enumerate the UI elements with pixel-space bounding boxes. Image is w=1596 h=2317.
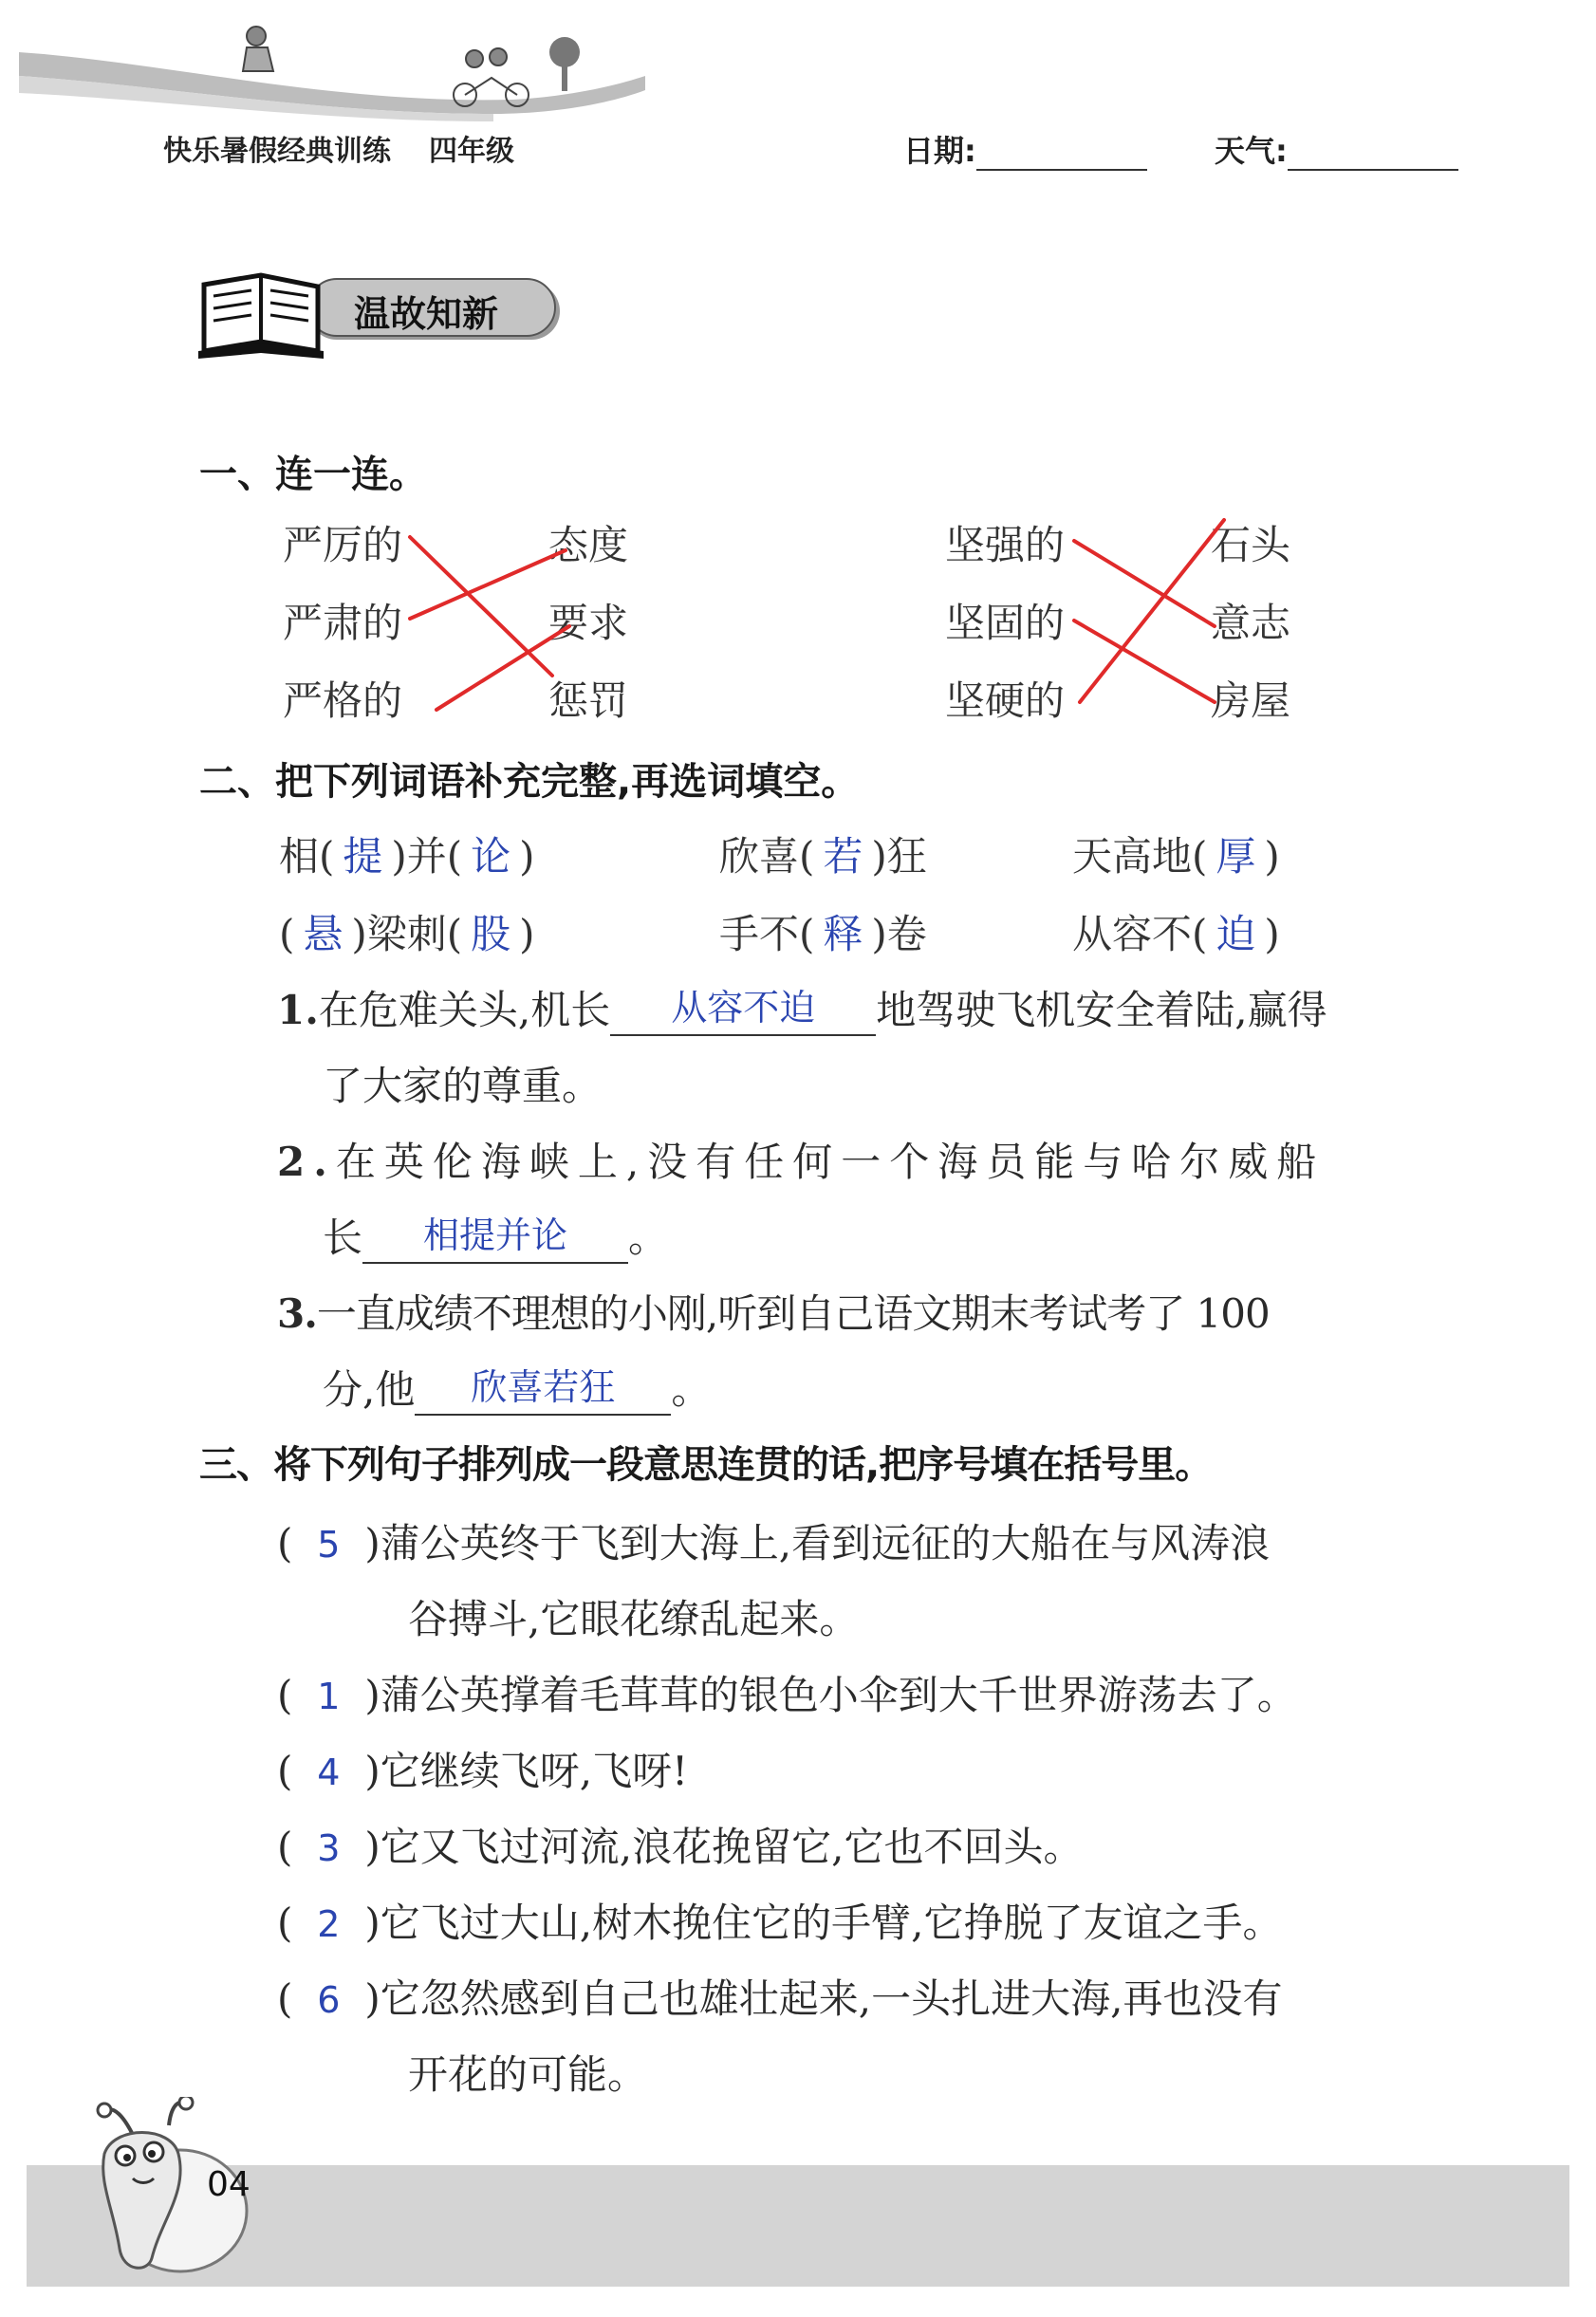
order-item: ( 6 )它忽然感到自己也雄壮起来,一头扎进大海,再也没有	[277, 1975, 1283, 2022]
match-word: 严肃的	[283, 600, 403, 646]
order-item: ( 3 )它又飞过河流,浪花挽留它,它也不回头。	[277, 1824, 1084, 1870]
book-title: 快乐暑假经典训练 四年级	[163, 135, 514, 168]
order-item: ( 1 )蒲公英撑着毛茸茸的银色小伞到大千世界游荡去了。	[277, 1672, 1297, 1718]
idiom-fill: 天高地( 厚 )	[1072, 833, 1280, 880]
question-2: 2.在英伦海峡上,没有任何一个海员能与哈尔威船	[277, 1139, 1326, 1185]
match-word: 坚固的	[945, 600, 1066, 646]
match-word: 态度	[548, 522, 629, 568]
match-word: 要求	[548, 600, 629, 646]
match-line	[410, 537, 552, 676]
question-1: 1.在危难关头,机长 从容不迫 地驾驶飞机安全着陆,赢得	[277, 979, 1327, 1036]
page-number: 04	[207, 2165, 251, 2204]
match-word: 坚强的	[945, 522, 1066, 568]
question-1-line2: 了大家的尊重。	[323, 1063, 603, 1109]
match-lines	[0, 0, 1596, 854]
order-item: ( 4 )它继续飞呀,飞呀!	[277, 1748, 689, 1794]
date-label: 日期:	[903, 133, 976, 169]
section3-title: 三、将下列句子排列成一段意思连贯的话,把序号填在括号里。	[199, 1443, 1213, 1487]
match-word: 坚硬的	[945, 677, 1066, 724]
match-word: 房屋	[1211, 677, 1291, 724]
match-word: 意志	[1211, 600, 1291, 646]
weather-label: 天气:	[1215, 133, 1288, 169]
answer-blank: 相提并论	[362, 1216, 628, 1264]
question-3-line2: 分,他 欣喜若狂 。	[323, 1359, 711, 1416]
snail-icon	[95, 2097, 313, 2287]
match-line	[1080, 520, 1224, 702]
idiom-fill: 相( 提 )并( 论 )	[279, 833, 535, 880]
grade-label: 四年级	[429, 135, 514, 168]
idiom-fill: 从容不( 迫 )	[1072, 911, 1280, 957]
order-item: ( 5 )蒲公英终于飞到大海上,看到远征的大船在与风涛浪	[277, 1520, 1271, 1566]
idiom-fill: 欣喜( 若 )狂	[719, 833, 927, 880]
match-word: 严格的	[283, 677, 403, 724]
match-line	[1074, 541, 1215, 626]
order-item: ( 2 )它飞过大山,树木挽住它的手臂,它挣脱了友谊之手。	[277, 1900, 1283, 1946]
question-2-line2: 长 相提并论 。	[323, 1207, 668, 1264]
answer-blank: 从容不迫	[610, 989, 876, 1036]
match-word: 石头	[1211, 522, 1291, 568]
section1-title: 一、连一连。	[199, 453, 427, 496]
match-line	[1074, 621, 1215, 702]
order-item-line2: 开花的可能。	[408, 2051, 648, 2098]
question-3: 3.一直成绩不理想的小刚,听到自己语文期末考试考了 100	[277, 1290, 1270, 1337]
match-word: 严厉的	[283, 522, 403, 568]
idiom-fill: ( 悬 )梁刺( 股 )	[279, 911, 535, 957]
match-line	[436, 626, 569, 710]
match-word: 惩罚	[548, 677, 629, 724]
section2-title: 二、把下列词语补充完整,再选词填空。	[199, 760, 860, 804]
order-item-line2: 谷搏斗,它眼花缭乱起来。	[408, 1596, 860, 1642]
banner-title: 温故知新	[354, 292, 499, 335]
idiom-fill: 手不( 释 )卷	[719, 911, 927, 957]
answer-blank: 欣喜若狂	[415, 1368, 671, 1416]
